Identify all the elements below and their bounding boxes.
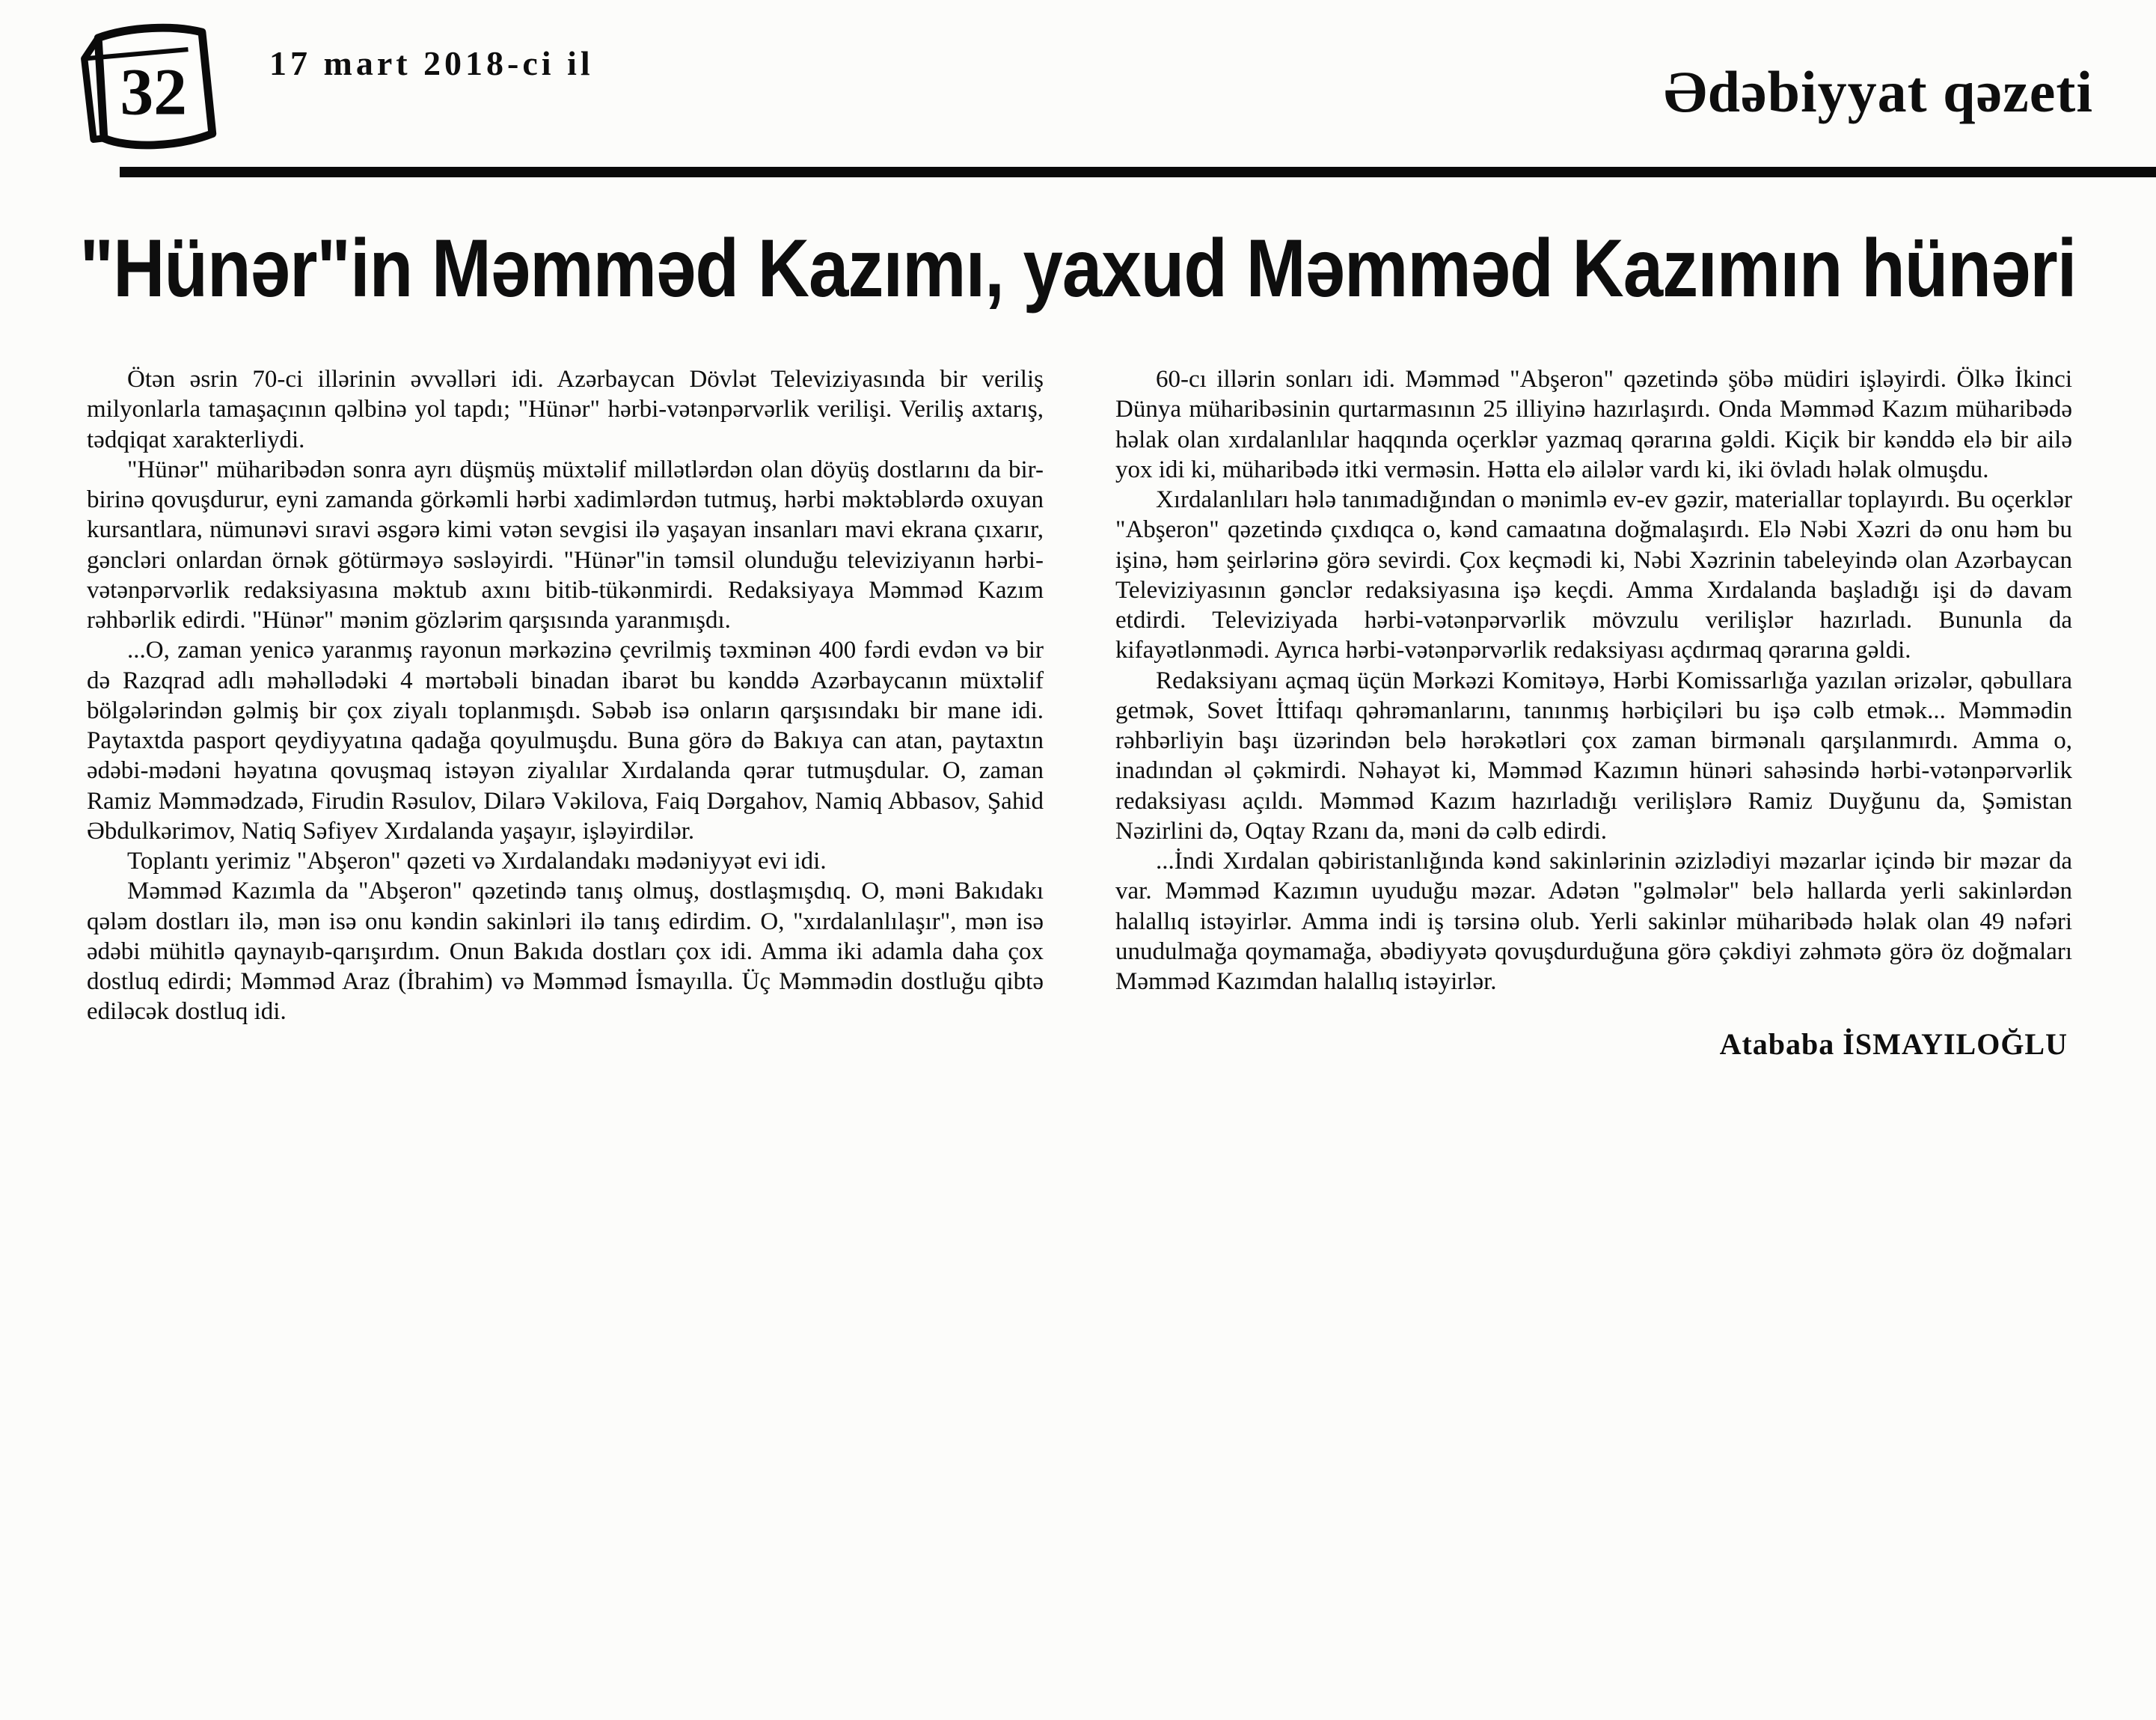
right-column-paragraphs [1115,364,2072,997]
newspaper-masthead: Ədəbiyyat qəzeti [1663,59,2093,124]
left-column [87,364,1044,1063]
article-paragraph: Məmməd Kazımla da "Abşeron" qəzetində tanış olmuş, dostlaşmışdıq. O, məni Bakıdakı qələm dostları ilə, mən isə onu kəndin sakinləri ilə tanış edirdim. O, "xırdalanlılaşır", mən isə ədəbi mühitlə qaynayıb-qarışırdım. Onun Bakıda dostları çox idi. Amma iki adamla daha çox dostluq edirdi; Məmməd Araz (İbrahim) və Məmməd İsmayılla. Üç Məmmədin dostluğu qibtə ediləcək dostluq idi. [87,878,1044,1026]
article-paragraph: Ötən əsrin 70-ci illərinin əvvəlləri idi. Azərbaycan Dövlət Televiziyasında bir veriliş milyonlarla tamaşaçının qəlbinə yol tapdı; "Hünər" hərbi-vətənpərvərlik verilişi. Veriliş axtarış, tədqiqat xarakterliydi. [87,366,1044,453]
article-paragraph: Xırdalanlıları hələ tanımadığından o mənimlə ev-ev gəzir, materiallar toplayırdı. Bu oçerklər "Abşeron" qəzetində çıxdıqca o, kənd camaatına doğmalaşırdı. Elə Nəbi Xəzri də onu həm bu işinə, həm şeirlərinə görə sevirdi. Çox keçmədi ki, Nəbi Xəzrinin tabeleyində olan Azərbaycan Televiziyasının gənclər redaksiyasına işə keçdi. Amma Xırdalanda başladığı işi də davam etdirdi. Televiziyada hərbi-vətənpərvərlik mövzulu verilişlər hazırladı. Bununla da kifayətlənmədi. Ayrıca hərbi-vətənpərvərlik redaksiyası açdırmaq qərarına gəldi. [1115,486,2072,664]
article-paragraph: "Hünər" müharibədən sonra ayrı düşmüş müxtəlif millətlərdən olan döyüş dostlarını da bir-birinə qovuşdurur, eyni zamanda görkəmli hərbi xadimlərdən tutmuş, hərbi məktəblərdə oxuyan kursantlara, nümunəvi sıravi əsgərə kimi vətən sevgisi ilə yaşayan insanları mavi ekrana çıxarır, gəncləri onlardan örnək götürməyə səsləyirdi. "Hünər"in təmsil olunduğu televiziyanın hərbi-vətənpərvərlik redaksiyasına məktub axını bitib-tükənmirdi. Redaksiyaya Məmməd Kazım rəhbərlik edirdi. "Hünər" mənim gözlərim qarşısında yaranmışdı. [87,456,1044,634]
byline: Atababa İSMAYILOĞLU [1719,1027,2068,1062]
page-number-text: 32 [120,55,187,129]
book-icon [71,19,224,158]
right-column [1115,364,2072,1063]
header-rule [120,167,2156,177]
article-headline: "Hünər"in Məmməd Kazımı, yaxud Məmməd Kazımın hünəri [79,223,2077,315]
article-paragraph: 60-cı illərin sonları idi. Məmməd "Abşeron" qəzetində şöbə müdiri işləyirdi. Ölkə İkinci Dünya müharibəsinin qurtarmasının 25 illiyinə hazırlaşırdı. Onda Məmməd Kazım müharibədə həlak olan xırdalanlılar haqqında oçerklər yazmaq qərarına gəldi. Kiçik bir kənddə elə bir ailə yox idi ki, müharibədə itki verməsin. Hətta elə ailələr vardı ki, iki övladı həlak olmuşdu. [1115,366,2072,483]
article-paragraph: ...O, zaman yenicə yaranmış rayonun mərkəzinə çevrilmiş təxminən 400 fərdi evdən və bir də Razqrad adlı məhəllədəki 4 mərtəbəli binadan ibarət bu kənddə Azərbaycanın müxtəlif bölgələrindən gəlmiş bir çox ziyalı toplanmışdı. Səbəb isə onların qarşısındakı bir mane idi. Paytaxtda pasport qeydiyyatına qadağa qoyulmuşdu. Buna görə də Bakıya can atan, paytaxtın ədəbi-mədəni həyatına qovuşmaq istəyən ziyalılar Xırdalanda qərar tutmuşdular. O, zaman Ramiz Məmmədzadə, Firudin Rəsulov, Dilarə Vəkilova, Faiq Dərgahov, Namiq Abbasov, Şahid Əbdulkərimov, Natiq Səfiyev Xırdalanda yaşayır, işləyirdilər. [87,637,1044,845]
article-paragraph: Redaksiyanı açmaq üçün Mərkəzi Komitəyə, Hərbi Komissarlığa yazılan ərizələr, qəbullara getmək, Sovet İttifaqı qəhrəmanlarını, tanınmış hərbiçiləri bu işə cəlb etmək... Məmmədin rəhbərliyin başı üzərindən belə hərəkətləri çox zaman birmənalı qarşılanmırdı. Amma o, inadından əl çəkmirdi. Nəhayət ki, Məmməd Kazımın hünəri sahəsində hərbi-vətənpərvərlik redaksiyası açıldı. Məmməd Kazım hazırladığı verilişlərə Ramiz Duyğunu da, Şəmistan Nəzirlini də, Oqtay Rzanı da, məni də cəlb edirdi. [1115,667,2072,845]
page-header [0,0,2156,158]
article-paragraph: Toplantı yerimiz "Abşeron" qəzeti və Xırdalandakı mədəniyyət evi idi. [127,848,827,875]
issue-date: 17 mart 2018-ci il [269,44,594,82]
article-body [0,304,2156,1063]
article-paragraph: ...İndi Xırdalan qəbiristanlığında kənd sakinlərinin əzizlədiyi məzarlar içində bir məzar da var. Məmməd Kazımın uyuduğu məzar. Adətən "gəlmələr" belə hallarda yerli sakinlərdən halallıq istəyirlər. Amma indi iş tərsinə olub. Yerli sakinlər müharibədə həlak olan 49 nəfəri unudulmağa qoymamağa, əbədiyyətə qovuşdurduğuna görə çəkdiyi zəhmətə görə öz doğmaları Məmməd Kazımdan halallıq istəyirlər. [1115,848,2072,995]
